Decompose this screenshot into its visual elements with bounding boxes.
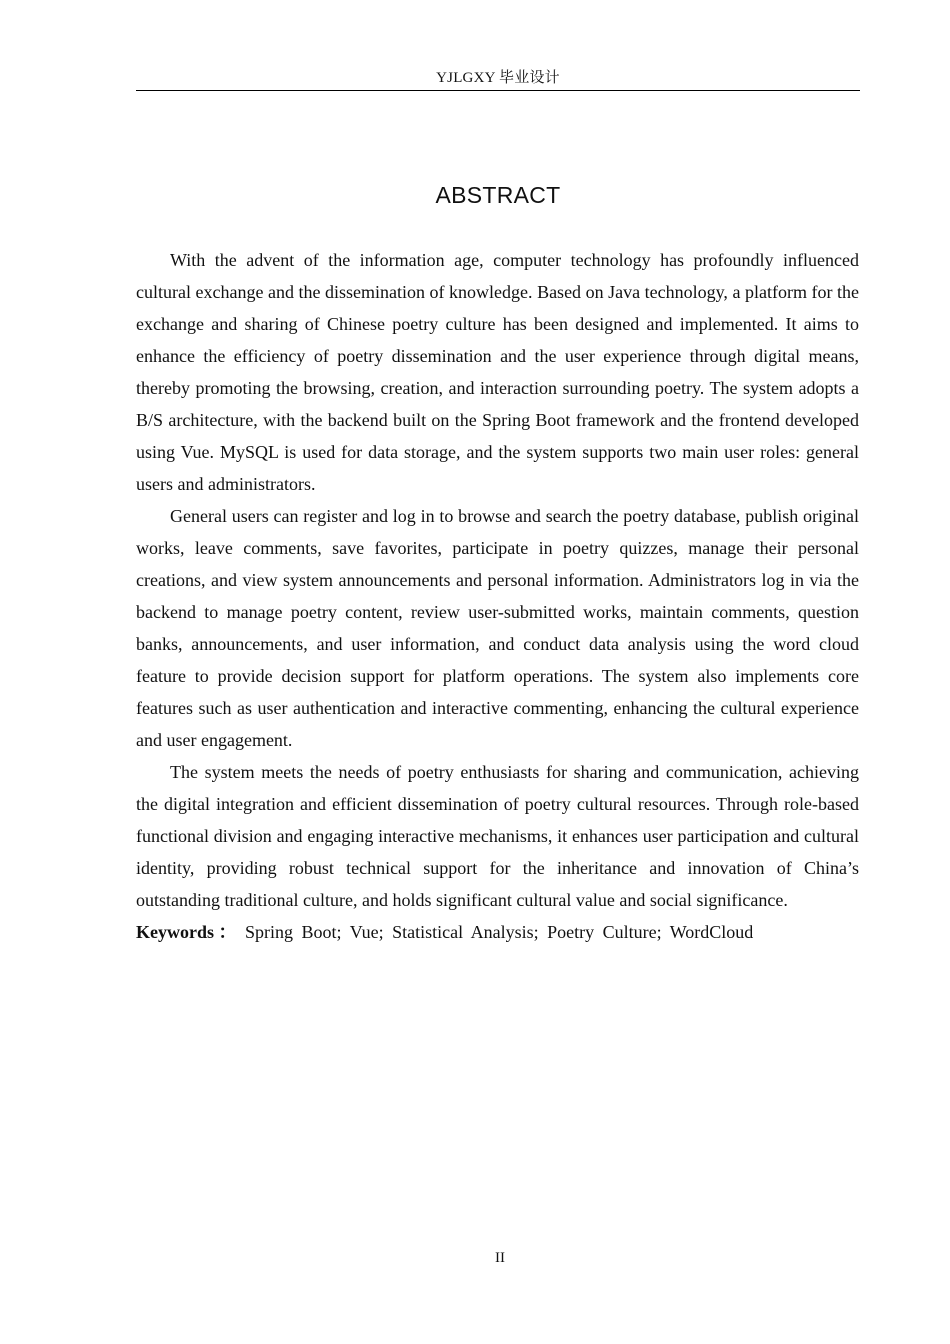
abstract-paragraph-3: The system meets the needs of poetry enthusiasts for sharing and communication, achieving the digital integration and efficient dissemination of poetry cultural resources. Through role-based functional division and engaging interactive mechanisms, it enhances user participation and cultural identity, providing robust technical support for the inheritance and innovation of China’s outstanding traditional culture, and holds significant cultural value and social significance. <box>136 762 859 910</box>
keywords-line <box>136 916 859 948</box>
abstract-title: ABSTRACT <box>435 182 561 208</box>
page-number: II <box>495 1250 505 1266</box>
keywords-list: Spring Boot; Vue; Statistical Analysis; Poetry Culture; WordCloud <box>245 922 754 942</box>
keywords-label: Keywords ： <box>136 922 237 942</box>
abstract-paragraph-2: General users can register and log in to browse and search the poetry database, publish original works, leave comments, save favorites, participate in poetry quizzes, manage their personal creations, and view system announcements and personal information. Administrators log in via the backend to manage poetry content, review user-submitted works, maintain comments, question banks, announcements, and user information, and conduct data analysis using the word cloud feature to provide decision support for platform operations. The system also implements core features such as user authentication and interactive commenting, enhancing the cultural experience and user engagement. <box>136 506 859 750</box>
abstract-paragraph-1: With the advent of the information age, computer technology has profoundly influenced cultural exchange and the dissemination of knowledge. Based on Java technology, a platform for the exchange and sharing of Chinese poetry culture has been designed and implemented. It aims to enhance the efficiency of poetry dissemination and the user experience through digital means, thereby promoting the browsing, creation, and interaction surrounding poetry. The system adopts a B/S architecture, with the backend built on the Spring Boot framework and the frontend developed using Vue. MySQL is used for data storage, and the system supports two main user roles: general users and administrators. <box>136 250 859 494</box>
abstract-body <box>136 244 859 948</box>
running-header: YJLGXY 毕业设计 <box>136 68 860 91</box>
